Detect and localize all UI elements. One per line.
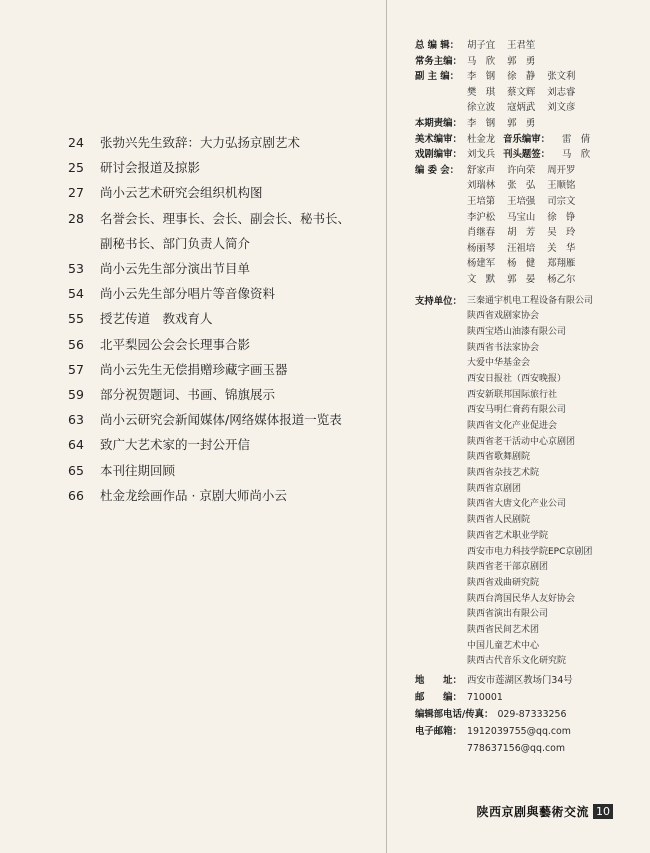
- toc-entry[interactable]: [68, 256, 378, 281]
- issue-editor-row: 本期责编： 李 钢 郭 勇: [415, 117, 536, 129]
- toc-entry[interactable]: [68, 432, 378, 457]
- toc-page-number: 28: [68, 210, 84, 226]
- toc-page-number: 64: [68, 437, 84, 453]
- page-number: 10: [593, 804, 613, 819]
- toc-title: 杜金龙绘画作品 · 京剧大师尚小云: [100, 487, 287, 503]
- table-of-contents: [68, 130, 378, 508]
- toc-title: 张勃兴先生致辞：大力弘扬京剧艺术: [100, 135, 301, 150]
- deputy-editor-row: 樊 琪 蔡文辉 刘志睿: [467, 86, 576, 98]
- support-unit: 西安新联邦国际旅行社: [467, 389, 558, 400]
- support-unit: 陕西宝塔山油漆有限公司: [467, 326, 567, 337]
- address-row: 地 址： 西安市莲湖区教场门34号: [415, 675, 573, 686]
- magazine-name: 陕西京剧與藝術交流: [476, 805, 589, 819]
- toc-page-number: 66: [68, 487, 84, 503]
- toc-page-number: 59: [68, 387, 84, 403]
- support-unit: 陕西古代音乐文化研究院: [467, 656, 567, 667]
- toc-title: 尚小云先生无偿捐赠珍藏字画玉器: [100, 361, 288, 377]
- committee-row: 编 委 会： 舒家声 许向荣 周开罗: [415, 164, 576, 176]
- committee-row: 文 默 郭 晏 杨乙尔: [467, 273, 576, 285]
- toc-entry[interactable]: [68, 357, 378, 382]
- toc-entry[interactable]: [68, 458, 378, 483]
- toc-title: 尚小云先生部分唱片等音像资料: [100, 286, 276, 302]
- art-editor-row: 美术编审： 杜金龙 音乐编审： 雷 倩: [415, 133, 591, 145]
- toc-page-number: 27: [68, 185, 84, 201]
- toc-page-number: 63: [68, 412, 84, 428]
- toc-entry[interactable]: [68, 180, 378, 205]
- toc-title: 尚小云先生部分演出节目单: [100, 261, 251, 277]
- support-unit: 陕西省戏剧家协会: [467, 311, 540, 322]
- support-unit: 陕西省戏曲研究院: [467, 577, 540, 588]
- committee-row: 刘瑞林 张 弘 王顺铭: [467, 180, 576, 192]
- support-unit: 陕西省歌舞剧院: [467, 452, 531, 463]
- toc-entry[interactable]: [68, 483, 378, 508]
- toc-entry[interactable]: [68, 206, 378, 231]
- committee-row: 肖继春 胡 芳 吴 玲: [467, 227, 576, 239]
- support-unit: 西安日报社（西安晚报）: [467, 373, 567, 384]
- phone-row: 编辑部电话/传真： 029-87333256: [415, 709, 567, 720]
- deputy-editor-row: 徐立波 寇炳武 刘文彦: [467, 102, 576, 114]
- support-unit: 中国儿童艺术中心: [467, 640, 540, 651]
- support-unit: 陕西省人民剧院: [467, 515, 531, 526]
- support-unit: 陕西省文化产业促进会: [467, 421, 558, 431]
- toc-entry[interactable]: [68, 155, 378, 180]
- committee-row: 李沪松 马宝山 徐 铮: [467, 211, 576, 223]
- email-row-2: 778637156@qq.com: [467, 743, 565, 754]
- toc-title: 北平梨园公会会长理事合影: [100, 336, 251, 352]
- support-unit: 支持单位： 三秦通宇机电工程设备有限公司: [415, 295, 594, 307]
- toc-page-number: 55: [68, 311, 84, 327]
- support-unit: 大爱中华基金会: [467, 358, 531, 369]
- toc-entry[interactable]: [68, 407, 378, 432]
- toc-page-number: 54: [68, 286, 84, 302]
- toc-entry[interactable]: [68, 231, 378, 256]
- toc-title: 副秘书长、部门负责人简介: [100, 235, 251, 251]
- page-footer: [476, 803, 613, 820]
- support-unit: 西安市电力科技学院EPC京剧团: [467, 546, 593, 557]
- toc-title: 尚小云艺术研究会组织机构图: [100, 185, 263, 201]
- toc-title: 致广大艺术家的一封公开信: [100, 437, 251, 453]
- support-units-block: [415, 294, 647, 671]
- masthead: [415, 38, 647, 757]
- toc-page-number: 24: [68, 135, 84, 150]
- toc-title: 部分祝贺题词、书画、锦旗展示: [100, 387, 276, 403]
- support-unit: 陕西省大唐文化产业公司: [467, 499, 567, 510]
- postcode-row: 邮 编： 710001: [415, 692, 503, 703]
- support-unit: 陕西省民间艺术团: [467, 624, 540, 635]
- committee-row: 杨丽琴 汪祖培 关 华: [467, 242, 576, 254]
- deputy-editor-row: 副 主 编： 李 钢 徐 静 张文利: [415, 71, 576, 83]
- support-unit: 陕西台湾国民华人友好协会: [467, 593, 576, 604]
- exec-editor-row: 常务主编： 马 欣 郭 勇: [415, 55, 536, 67]
- committee-block: [415, 163, 647, 288]
- toc-title: 研讨会报道及掠影: [100, 160, 201, 176]
- chief-editor-row: 总 编 辑： 胡子宜 王君笙: [415, 40, 536, 51]
- toc-entry[interactable]: [68, 130, 378, 155]
- support-unit: 陕西省书法家协会: [467, 342, 540, 353]
- toc-entry[interactable]: [68, 306, 378, 331]
- committee-row: 王培第 王培强 司宗文: [467, 195, 576, 207]
- toc-page-number: 57: [68, 361, 84, 377]
- toc-entry[interactable]: [68, 281, 378, 306]
- email-row: 电子邮箱： 1912039755@qq.com: [415, 726, 571, 737]
- toc-page-number: 53: [68, 261, 84, 277]
- toc-page-number: 56: [68, 336, 84, 352]
- toc-page-number: 25: [68, 160, 84, 176]
- toc-entry[interactable]: [68, 382, 378, 407]
- committee-row: 杨建军 杨 健 郑翔雁: [467, 258, 576, 270]
- support-unit: 陕西省老干部京剧团: [467, 562, 549, 573]
- support-unit: 陕西省京剧团: [467, 483, 522, 494]
- center-divider: [386, 0, 387, 853]
- support-unit: 西安马明仁膏药有限公司: [467, 405, 567, 416]
- support-unit: 陕西省演出有限公司: [467, 609, 549, 620]
- toc-page-number: 65: [68, 462, 84, 478]
- drama-editor-row: 戏剧编审： 刘戈兵 刊头题签： 马 欣: [415, 149, 591, 161]
- toc-title: 本刊往期回顾: [100, 462, 176, 478]
- support-unit: 陕西省艺术职业学院: [467, 530, 549, 541]
- toc-title: 授艺传道 教戏育人: [100, 311, 213, 327]
- toc-entry[interactable]: [68, 332, 378, 357]
- toc-title: 名誉会长、理事长、会长、副会长、秘书长、: [100, 210, 351, 226]
- support-unit: 陕西省老干活动中心京剧团: [467, 436, 576, 447]
- support-unit: 陕西省杂技艺术院: [467, 468, 540, 479]
- toc-title: 尚小云研究会新闻媒体/网络媒体报道一览表: [100, 412, 342, 428]
